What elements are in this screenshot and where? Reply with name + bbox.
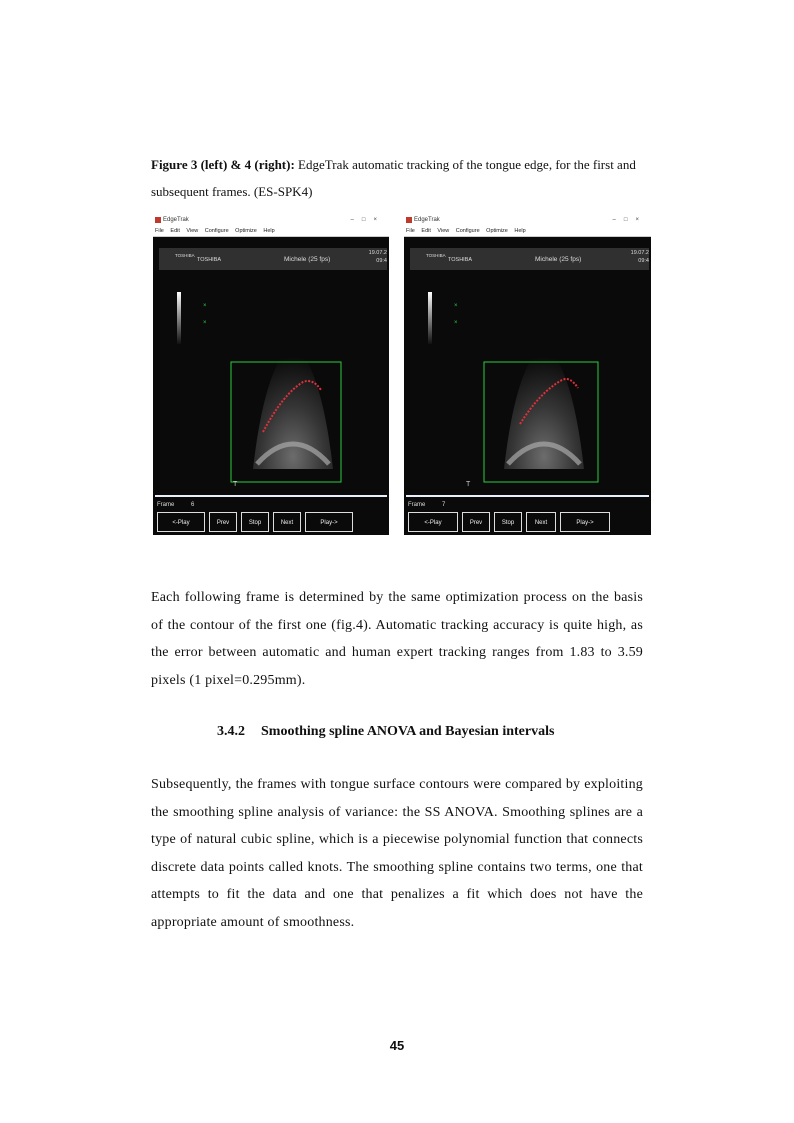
svg-text:T: T bbox=[466, 481, 471, 488]
ultrasound-header bbox=[159, 248, 387, 270]
menu-optimize[interactable]: Optimize bbox=[235, 228, 257, 234]
frame-progress-bar[interactable] bbox=[155, 495, 387, 497]
menu-bar bbox=[153, 226, 389, 237]
patient-label: Michele (25 fps) bbox=[284, 256, 331, 263]
menu-optimize[interactable]: Optimize bbox=[486, 228, 508, 234]
caption-text: EdgeTrak automatic tracking of the tongue edge, for the first and subsequent frames. (ES-SPK4) bbox=[151, 157, 636, 199]
ultrasound-image bbox=[153, 274, 389, 494]
svg-text:T: T bbox=[233, 481, 238, 488]
stop-button[interactable]: Stop bbox=[241, 512, 269, 532]
play-forward-button[interactable]: Play-> bbox=[560, 512, 610, 532]
window-controls[interactable]: –□× bbox=[612, 217, 647, 223]
stop-button[interactable]: Stop bbox=[494, 512, 522, 532]
frame-label: Frame bbox=[157, 502, 175, 508]
edgetrak-screenshot-frame-6 bbox=[153, 214, 389, 535]
ultrasound-header bbox=[410, 248, 649, 270]
brand-small: TOSHIBA bbox=[175, 253, 195, 258]
clock-date: 19.07.2 bbox=[368, 250, 387, 256]
frame-label: Frame bbox=[408, 502, 426, 508]
section-title: Smoothing spline ANOVA and Bayesian intervals bbox=[261, 724, 555, 739]
menu-edit[interactable]: Edit bbox=[421, 228, 431, 234]
menu-configure[interactable]: Configure bbox=[455, 228, 480, 234]
play-back-button[interactable]: <-Play bbox=[157, 512, 205, 532]
play-back-button[interactable]: <-Play bbox=[408, 512, 458, 532]
figure-caption bbox=[151, 151, 647, 205]
section-heading bbox=[217, 718, 554, 746]
play-forward-button[interactable]: Play-> bbox=[305, 512, 353, 532]
svg-text:×: × bbox=[203, 320, 207, 326]
edgetrak-screenshot-frame-7 bbox=[404, 214, 651, 535]
svg-text:×: × bbox=[454, 320, 458, 326]
window-controls[interactable]: –□× bbox=[350, 217, 385, 223]
brand: TOSHIBA bbox=[448, 257, 473, 263]
menu-file[interactable]: File bbox=[155, 228, 164, 234]
app-icon bbox=[406, 217, 412, 223]
svg-text:×: × bbox=[203, 303, 207, 309]
window-title: EdgeTrak bbox=[163, 217, 189, 223]
body-paragraph-2: Subsequently, the frames with tongue surface contours were compared by exploiting the smoothing spline analysis of variance: the SS ANOVA. Smoothing splines are a type of natural cubic spline, which is a piecewise polynomial function that connects discrete data points called knots. The smoothing spline contains two terms, one that attempts to fit the data and one that penalizes a fit which does not have the appropriate amount of smoothness. bbox=[151, 777, 643, 930]
page-number: 45 bbox=[389, 1038, 405, 1053]
brand-small: TOSHIBA bbox=[426, 253, 446, 258]
caption-label: Figure 3 (left) & 4 (right): bbox=[151, 157, 295, 172]
grayscale-bar bbox=[428, 292, 432, 344]
next-button[interactable]: Next bbox=[273, 512, 301, 532]
patient-label: Michele (25 fps) bbox=[535, 256, 582, 263]
menu-help[interactable]: Help bbox=[514, 228, 526, 234]
frame-progress-bar[interactable] bbox=[406, 495, 649, 497]
ultrasound-image bbox=[404, 274, 651, 494]
menu-bar bbox=[404, 226, 651, 237]
menu-file[interactable]: File bbox=[406, 228, 415, 234]
next-button[interactable]: Next bbox=[526, 512, 556, 532]
brand: TOSHIBA bbox=[197, 257, 222, 263]
menu-view[interactable]: View bbox=[437, 228, 450, 234]
ultrasound-fan bbox=[504, 344, 584, 469]
clock-time: 09:4 bbox=[638, 258, 649, 264]
prev-button[interactable]: Prev bbox=[462, 512, 490, 532]
prev-button[interactable]: Prev bbox=[209, 512, 237, 532]
window-titlebar bbox=[153, 214, 389, 226]
menu-view[interactable]: View bbox=[186, 228, 199, 234]
window-titlebar bbox=[404, 214, 651, 226]
grayscale-bar bbox=[177, 292, 181, 344]
frame-number: 7 bbox=[442, 502, 446, 508]
clock-date: 19.07.2 bbox=[630, 250, 649, 256]
body-paragraph-1: Each following frame is determined by the same optimization process on the basis of the contour of the first one (fig.4). Automatic tracking accuracy is quite high, as the error between automatic and human expert tracking ranges from 1.83 to 3.59 pixels (1 pixel=0.295mm). bbox=[151, 590, 643, 688]
app-icon bbox=[155, 217, 161, 223]
ultrasound-fan bbox=[253, 344, 333, 469]
menu-configure[interactable]: Configure bbox=[204, 228, 229, 234]
section-number: 3.4.2 bbox=[217, 724, 245, 739]
window-title: EdgeTrak bbox=[414, 217, 440, 223]
clock-time: 09:4 bbox=[376, 258, 387, 264]
svg-text:×: × bbox=[454, 303, 458, 309]
menu-help[interactable]: Help bbox=[263, 228, 275, 234]
menu-edit[interactable]: Edit bbox=[170, 228, 180, 234]
frame-number: 6 bbox=[191, 502, 195, 508]
